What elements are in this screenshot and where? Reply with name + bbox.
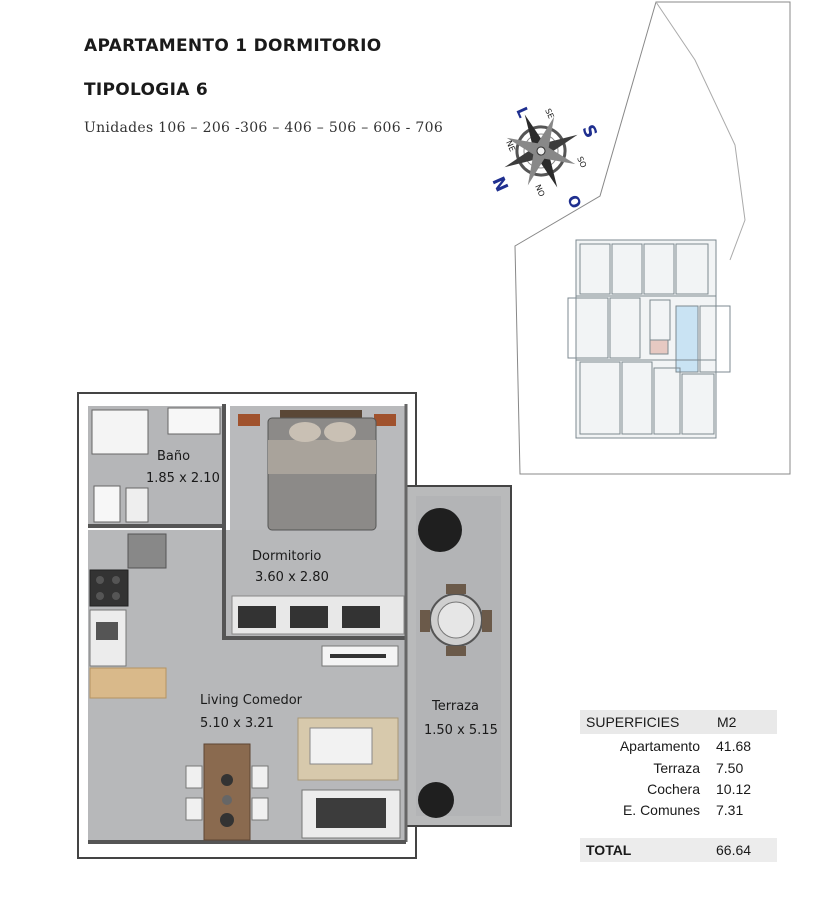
compass-label-no: NO bbox=[533, 183, 547, 199]
typology-subtitle: TIPOLOGIA 6 bbox=[84, 80, 208, 100]
compass-label-s: S bbox=[577, 121, 601, 142]
room-name-dormitorio: Dormitorio bbox=[252, 549, 322, 564]
surface-value-cochera: 10.12 bbox=[716, 781, 752, 797]
room-name-living: Living Comedor bbox=[200, 693, 303, 708]
surface-value-terraza: 7.50 bbox=[716, 760, 744, 776]
floor-plan bbox=[78, 393, 511, 858]
superficies-header-unit: M2 bbox=[717, 714, 737, 730]
room-dims-bano: 1.85 x 2.10 bbox=[146, 471, 220, 486]
surface-label-terraza: Terraza bbox=[653, 760, 700, 776]
room-dims-terraza: 1.50 x 5.15 bbox=[424, 723, 498, 738]
compass-label-n: N bbox=[487, 173, 512, 196]
room-dims-dormitorio: 3.60 x 2.80 bbox=[255, 570, 329, 585]
compass-label-ne: NE bbox=[504, 139, 517, 153]
compass-label-se: SE bbox=[543, 107, 556, 121]
room-name-bano: Baño bbox=[157, 449, 191, 464]
surface-label-apartamento: Apartamento bbox=[619, 738, 700, 754]
room-dims-living: 5.10 x 3.21 bbox=[200, 716, 274, 731]
compass-label-o: O bbox=[563, 192, 585, 212]
surface-label-cochera: Cochera bbox=[647, 781, 700, 797]
units-list: Unidades 106 – 206 -306 – 406 – 506 – 606 - 706 bbox=[84, 120, 444, 136]
room-name-terraza: Terraza bbox=[432, 699, 479, 714]
compass-label-so: SO bbox=[575, 155, 589, 170]
surface-label-comunes: E. Comunes bbox=[622, 802, 700, 818]
compass-label-l: L bbox=[512, 104, 533, 121]
total-label: TOTAL bbox=[586, 842, 632, 858]
page-title: APARTAMENTO 1 DORMITORIO bbox=[84, 36, 382, 56]
key-plan bbox=[568, 240, 730, 438]
total-value: 66.64 bbox=[716, 842, 752, 858]
surface-value-comunes: 7.31 bbox=[716, 802, 744, 818]
superficies-header-label: SUPERFICIES bbox=[586, 714, 680, 730]
surface-value-apartamento: 41.68 bbox=[716, 738, 752, 754]
